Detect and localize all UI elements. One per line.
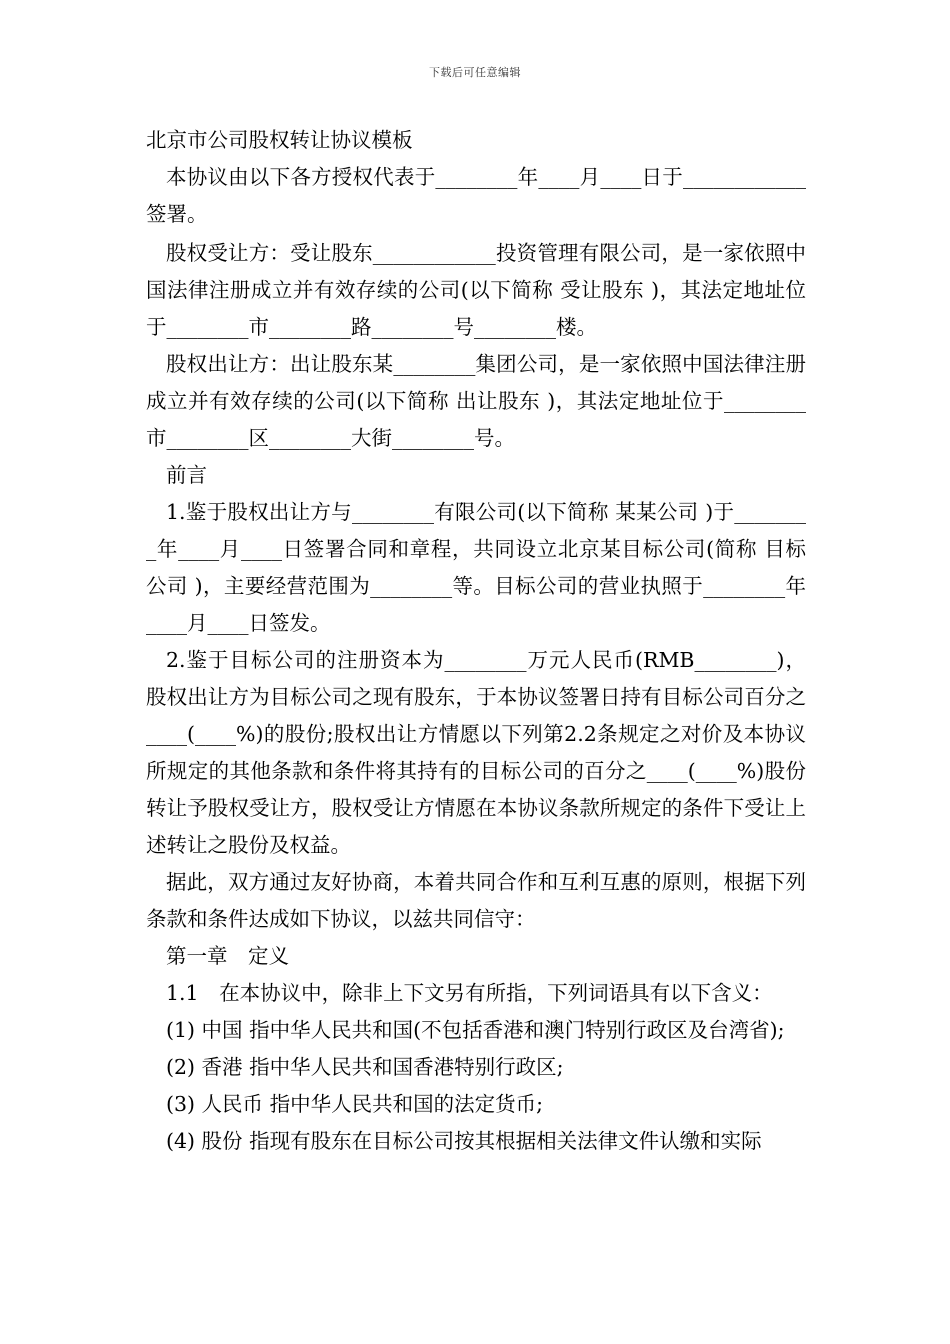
chapter-heading-definitions: 第一章 定义 [166, 944, 289, 968]
section-heading-preface: 前言 [166, 463, 207, 487]
page-header: 下载后可任意编辑 [429, 66, 521, 79]
clause-1-1: 1.1 在本协议中，除非上下文另有所指，下列词语具有以下含义： [166, 981, 773, 1005]
paragraph-recital-2: 2.鉴于目标公司的注册资本为________万元人民币(RMB________)，股权出让方为目标公司之现有股东，于本协议签署日持有目标公司百分之____(____%)的股份;股权出让方情愿以下列第2.2条规定之对价及本协议所规定的其他条款和条件将其持有的目标公司的百分之____(____%)股份转让予股权受让方，股权受让方情愿在本协议条款所规定的条件下受让上述转让之股份及权益。 [146, 648, 806, 857]
document-title: 北京市公司股权转让协议模板 [146, 128, 413, 152]
definition-item-4: (4) 股份 指现有股东在目标公司按其根据相关法律文件认缴和实际 [166, 1129, 762, 1153]
paragraph-transferee: 股权受让方：受让股东____________投资管理有限公司，是一家依照中国法律注册成立并有效存续的公司(以下简称 受让股东 )，其法定地址位于________市________路________号________楼。 [146, 241, 806, 339]
paragraph-recital-1: 1.鉴于股权出让方与________有限公司(以下简称 某某公司 )于________年____月____日签署合同和章程，共同设立北京某目标公司(简称 目标公司 )，主要经营范围为________等。目标公司的营业执照于________年____月____日签发。 [146, 500, 806, 635]
definition-item-1: (1) 中国 指中华人民共和国(不包括香港和澳门特别行政区及台湾省); [166, 1018, 785, 1042]
paragraph-signing: 本协议由以下各方授权代表于________年____月____日于____________签署。 [146, 165, 806, 226]
paragraph-transferor: 股权出让方：出让股东某________集团公司，是一家依照中国法律注册成立并有效存续的公司(以下简称 出让股东 )，其法定地址位于________市________区________大街________号。 [146, 352, 806, 450]
definition-item-2: (2) 香港 指中华人民共和国香港特别行政区; [166, 1055, 564, 1079]
paragraph-agreement: 据此，双方通过友好协商，本着共同合作和互利互惠的原则，根据下列条款和条件达成如下协议，以兹共同信守： [146, 870, 806, 931]
document-body [146, 122, 806, 1160]
definition-item-3: (3) 人民币 指中华人民共和国的法定货币; [166, 1092, 543, 1116]
